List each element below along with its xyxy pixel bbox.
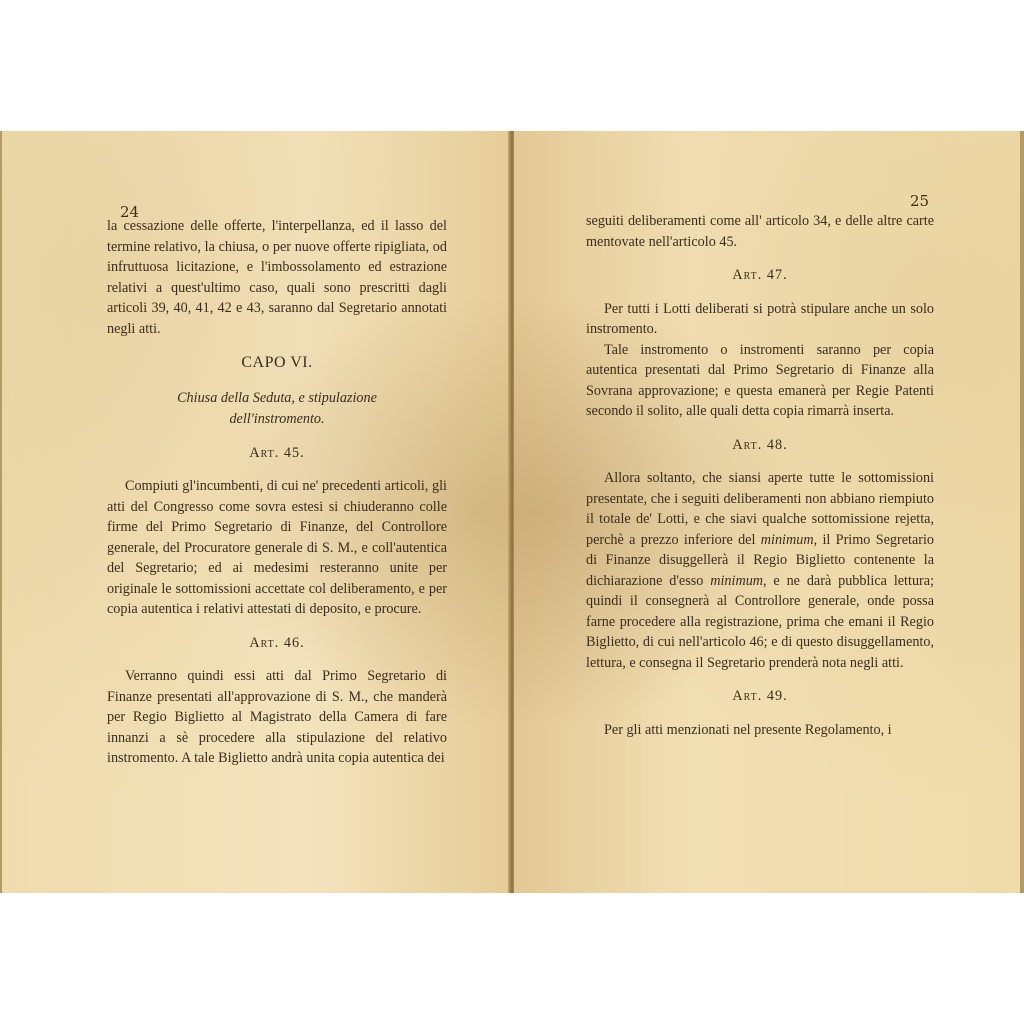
article-heading: Art. 47.	[732, 267, 788, 283]
article-heading: Art. 49.	[732, 688, 788, 704]
right-page	[514, 131, 1020, 893]
article-text: Per gli atti menzionati nel presente Regolamento, i	[604, 721, 892, 738]
italic-term: minimum	[710, 572, 764, 589]
article-text: Tale instromento o instromenti saranno per copia autentica presentati dal Primo Segretario di Finanze alla Sovrana approvazione; e questa emanerà per Regie Patenti secondo il solito, alle quali detta copia rimarrà inserta.	[586, 341, 934, 419]
page-number: 24	[120, 203, 140, 221]
chapter-heading: CAPO VI.	[241, 354, 313, 371]
article-heading: Art. 46.	[249, 634, 305, 651]
left-page	[2, 131, 510, 893]
book-spread	[0, 131, 1024, 893]
italic-term: minimum	[760, 531, 814, 548]
continuation-paragraph: seguiti deliberamenti come all' articolo 34, e delle altre carte mentovate nell'articolo 45.	[586, 213, 934, 250]
chapter-title: Chiusa della Seduta, e stipulazione dell'instromento.	[177, 389, 377, 427]
article-text-part: Allora soltanto, che siansi aperte tutte le sottomissioni presentate, che i seguiti deliberamenti non abbiano riempiuto il totale de' Lotti, e che siavi qualche sottomissione rejetta, perchè a prezzo inferiore del	[586, 470, 934, 548]
article-text: Compiuti gl'incumbenti, di cui ne' precedenti articoli, gli atti del Congresso come sovra estesi si chiuderanno colle firme del Primo Segretario di Finanze, del Controllore generale, del Procuratore generale di S. M., e coll'autentica del Segretario; ed ai medesimi resteranno unite per originale le sottomissioni accettate col deliberamento, e per copia autentica i relativi attestati di deposito, e procure.	[107, 478, 447, 617]
continuation-paragraph: la cessazione delle offerte, l'interpellanza, ed il lasso del termine relativo, la chiusa, o per nuove offerte ripigliata, od infruttuosa licitazione, e l'imbossolamento ed estrazione relativi a quest'ultimo caso, quali sono prescritti dagli articoli 39, 40, 41, 42 e 43, saranno dal Segretario annotati negli atti.	[107, 218, 447, 337]
page-number: 25	[910, 192, 930, 210]
left-text-block	[107, 216, 447, 769]
article-heading: Art. 48.	[732, 436, 788, 453]
article-text: Per tutti i Lotti deliberati si potrà stipulare anche un solo instromento.	[586, 300, 934, 337]
article-text	[586, 468, 934, 673]
right-text-block	[586, 211, 934, 740]
article-text-part: , e ne darà pubblica lettura; quindi il consegnerà al Controllore generale, onde possa farne procedere alla registrazione, prima che emani il Regio Biglietto, di cui nell'articolo 46; e di questo disuggellamento, lettura, e consegna il Segretario prenderà nota negli atti.	[586, 572, 934, 671]
article-heading: Art. 45.	[249, 444, 305, 461]
article-text: Verranno quindi essi atti dal Primo Segretario di Finanze presentati all'approvazione di S. M., che manderà per Regio Biglietto al Magistrato della Camera di fare innanzi a sè procedere alla stipulazione del relativo instromento. A tale Biglietto andrà unita copia autentica dei	[107, 668, 447, 766]
article-text-part: , il Primo Segretario di Finanze disuggellerà il Regio Biglietto contenente la dichiarazione d'esso	[586, 531, 935, 589]
